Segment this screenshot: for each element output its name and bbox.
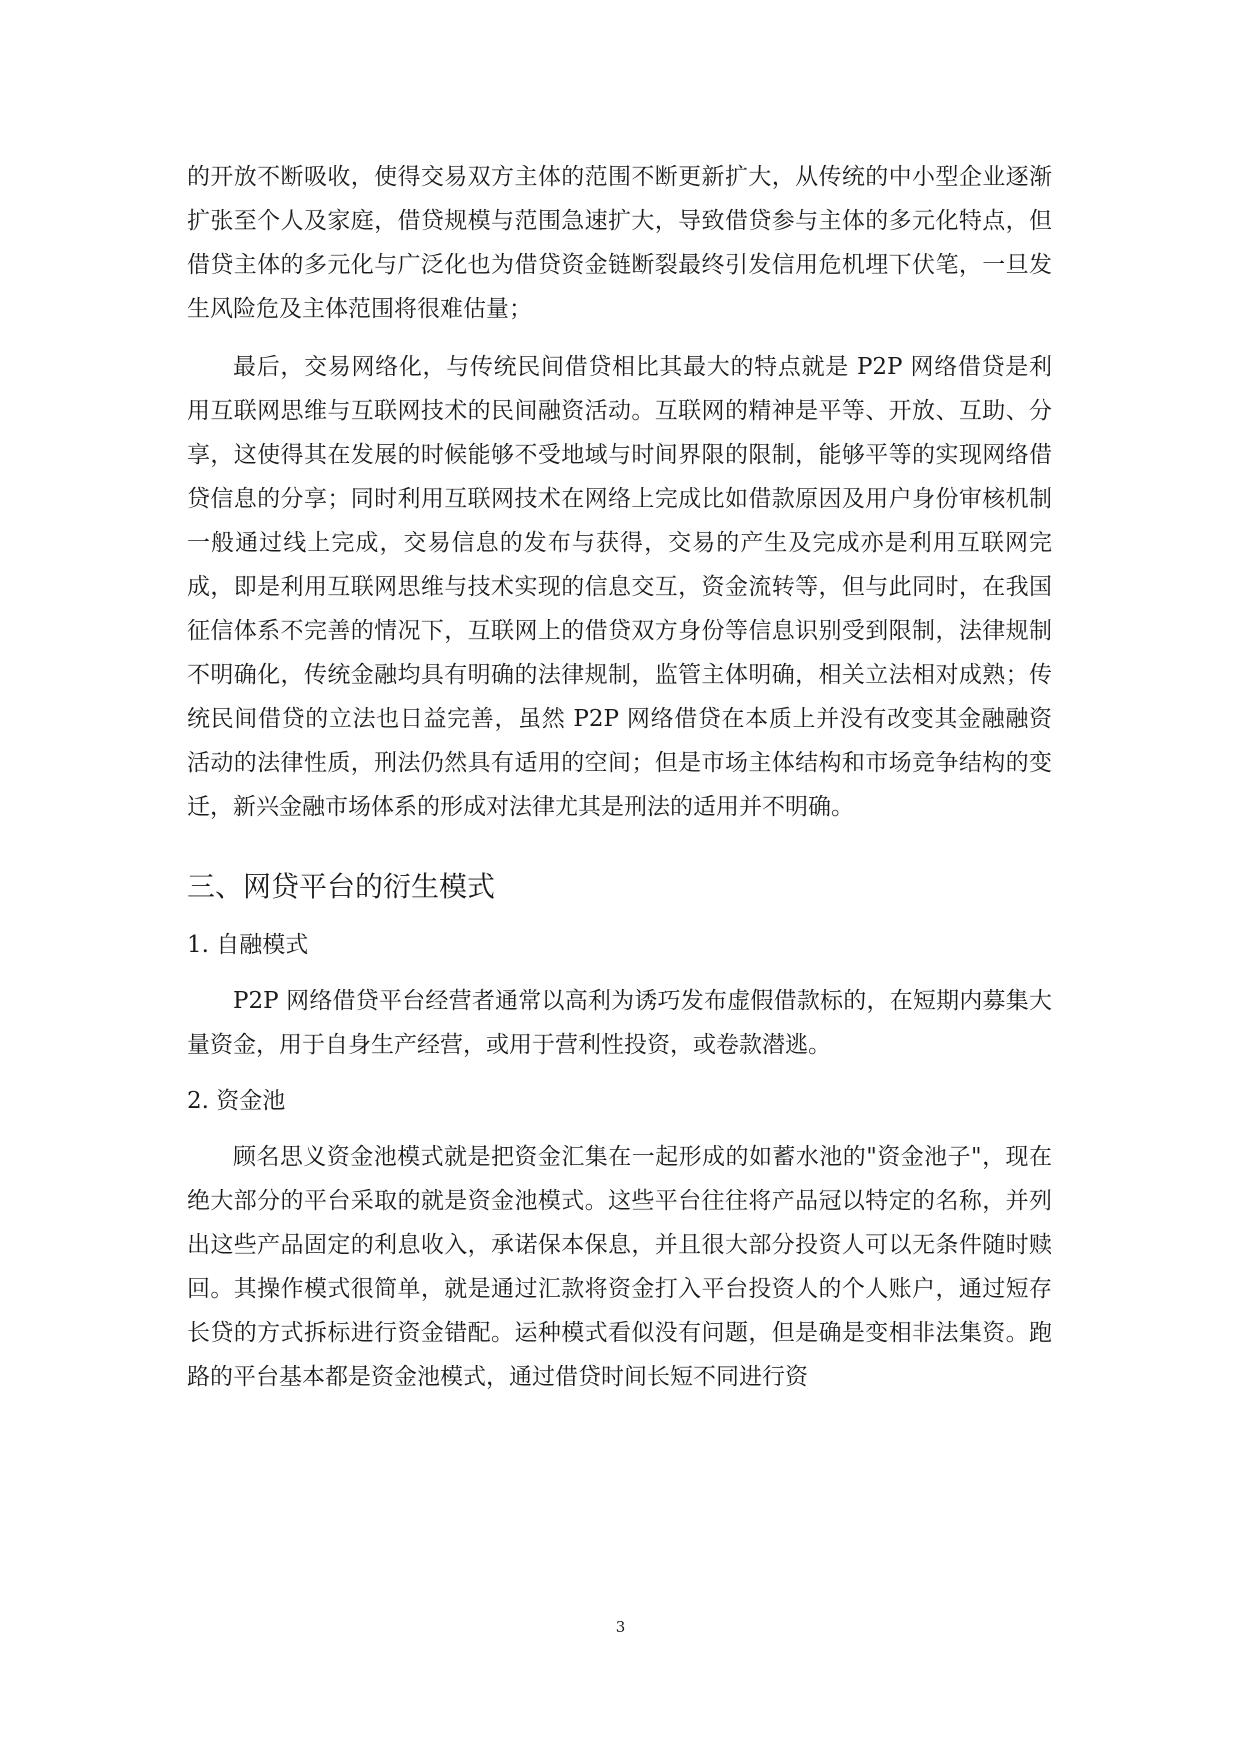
page-number: 3 xyxy=(615,1618,626,1636)
subheading-capital-pool: 2. 资金池 xyxy=(187,1088,286,1114)
paragraph-capital-pool: 顾名思义资金池模式就是把资金汇集在一起形成的如蓄水池的"资金池子"，现在绝大部分的平台采取的就是资金池模式。这些平台往往将产品冠以特定的名称，并列出这些产品固定的利息收入，承诺保本保息，并且很大部分投资人可以无条件随时赎回。其操作模式很简单，就是通过汇款将资金打入平台投资人的个人账户，通过短存长贷的方式拆标进行资金错配。运种模式看似没有问题，但是确是变相非法集资。跑路的平台基本都是资金池模式，通过借贷时间长短不同进行资 xyxy=(187,1144,1052,1390)
paragraph-gap xyxy=(187,331,1052,345)
paragraph-continued: 的开放不断吸收，使得交易双方主体的范围不断更新扩大，从传统的中小型企业逐渐扩张至个人及家庭，借贷规模与范围急速扩大，导致借贷参与主体的多元化特点，但借贷主体的多元化与广泛化也为借贷资金链断裂最终引发信用危机埋下伏笔，一旦发生风险危及主体范围将很难估量； xyxy=(187,164,1052,322)
document-body xyxy=(187,155,1052,1399)
subheading-self-financing: 1. 自融模式 xyxy=(187,932,309,958)
paragraph-self-financing: P2P 网络借贷平台经营者通常以高利为诱巧发布虚假借款标的，在短期内募集大量资金，用于自身生产经营，或用于营利性投资，或卷款潜逃。 xyxy=(187,988,1052,1058)
section-heading: 三、网贷平台的衍生模式 xyxy=(187,870,496,903)
paragraph-online-feature: 最后，交易网络化，与传统民间借贷相比其最大的特点就是 P2P 网络借贷是利用互联网思维与互联网技术的民间融资活动。互联网的精神是平等、开放、互助、分享，这使得其在发展的时候能够不受地域与时间界限的限制，能够平等的实现网络借贷信息的分享；同时利用互联网技术在网络上完成比如借款原因及用户身份审核机制一般通过线上完成，交易信息的发布与获得，交易的产生及完成亦是利用互联网完成，即是利用互联网思维与技术实现的信息交互，资金流转等，但与此同时，在我国征信体系不完善的情况下，互联网上的借贷双方身份等信息识别受到限制，法律规制不明确化，传统金融均具有明确的法律规制，监管主体明确，相关立法相对成熟；传统民间借贷的立法也日益完善，虽然 P2P 网络借贷在本质上并没有改变其金融融资活动的法律性质，刑法仍然具有适用的空间；但是市场主体结构和市场竞争结构的变迁，新兴金融市场体系的形成对法律尤其是刑法的适用并不明确。 xyxy=(187,354,1052,820)
